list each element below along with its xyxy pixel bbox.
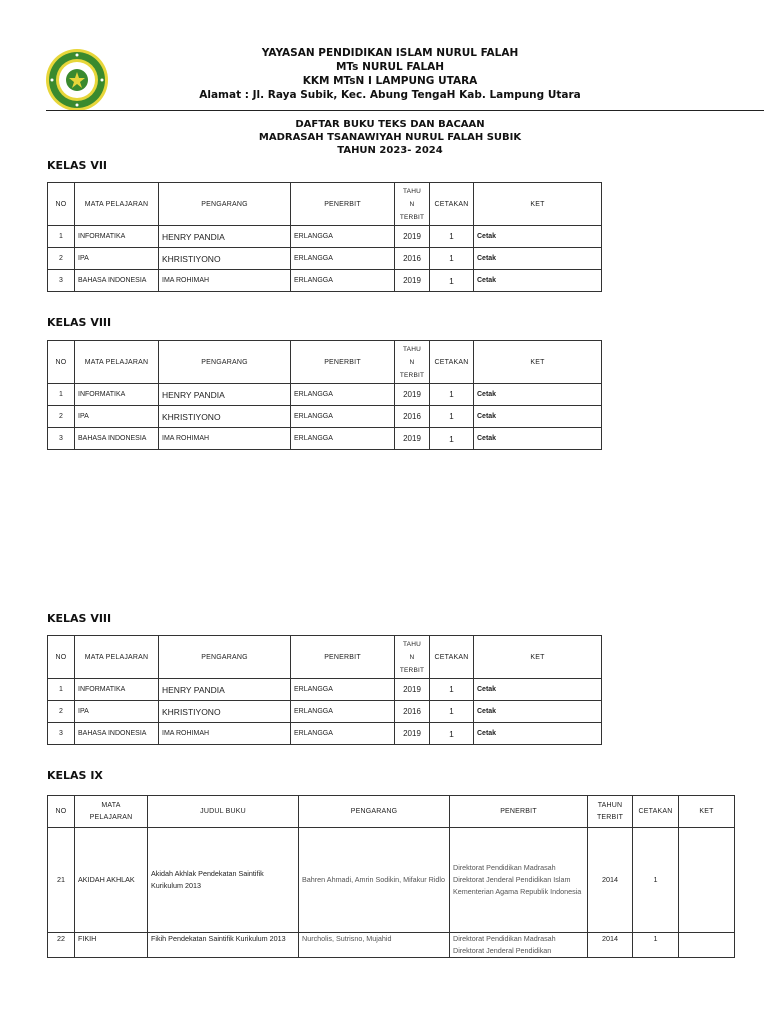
cell-pengarang: IMA ROHIMAH [159,428,291,450]
table-row [48,226,602,248]
cell-cetakan: 1 [430,679,474,701]
foundation-name: YAYASAN PENDIDIKAN ISLAM NURUL FALAH [261,47,519,59]
table-row [48,701,602,723]
cell-cetakan: 1 [633,933,679,958]
table-row [48,428,602,450]
cell-pengarang: KHRISTIYONO [159,248,291,270]
cell-no: 2 [48,248,75,270]
col-tahun: TAHU N TERBIT [395,636,430,679]
col-ket: KET [474,183,602,226]
cell-mapel: FIKIH [75,933,148,958]
cell-pengarang: HENRY PANDIA [159,384,291,406]
cell-cetakan: 1 [430,384,474,406]
cell-ket [679,828,735,933]
cell-penerbit: ERLANGGA [291,428,395,450]
cell-penerbit: ERLANGGA [291,406,395,428]
cell-no: 21 [48,828,75,933]
cell-ket: Cetak [474,270,602,292]
title-line-3: TAHUN 2023- 2024 [337,145,443,156]
col-mapel: MATA PELAJARAN [75,796,148,828]
cell-cetakan: 1 [430,428,474,450]
cell-no: 2 [48,406,75,428]
col-tahun: TAHU N TERBIT [395,183,430,226]
cell-no: 1 [48,679,75,701]
book-table [47,635,602,745]
section-label: KELAS VIII [47,612,112,625]
cell-penerbit: ERLANGGA [291,384,395,406]
school-logo [45,48,109,112]
col-no: NO [48,183,75,226]
cell-cetakan: 1 [430,270,474,292]
table-row [48,270,602,292]
title-line-2: MADRASAH TSANAWIYAH NURUL FALAH SUBIK [258,132,522,143]
cell-penerbit: ERLANGGA [291,248,395,270]
document-title [190,118,590,157]
cell-mapel: IPA [75,406,159,428]
cell-tahun: 2019 [395,723,430,745]
cell-tahun: 2019 [395,226,430,248]
book-table-kelas-ix [47,795,735,958]
cell-ket: Cetak [474,701,602,723]
col-cetakan: CETAKAN [430,183,474,226]
cell-tahun: 2019 [395,384,430,406]
cell-tahun: 2014 [588,828,633,933]
cell-ket [679,933,735,958]
col-cetakan: CETAKAN [430,636,474,679]
col-ket: KET [679,796,735,828]
title-line-1: DAFTAR BUKU TEKS DAN BACAAN [295,119,485,130]
cell-pengarang: Bahren Ahmadi, Amrin Sodikin, Mifakur Ridlo [299,828,450,933]
col-ket: KET [474,636,602,679]
cell-no: 22 [48,933,75,958]
col-penerbit: PENERBIT [450,796,588,828]
cell-mapel: INFORMATIKA [75,384,159,406]
cell-mapel: BAHASA INDONESIA [75,270,159,292]
col-ket: KET [474,341,602,384]
table-row [48,723,602,745]
table-row [48,248,602,270]
col-penerbit: PENERBIT [291,341,395,384]
cell-penerbit: ERLANGGA [291,723,395,745]
cell-cetakan: 1 [430,723,474,745]
table-header-row [48,341,602,384]
cell-ket: Cetak [474,679,602,701]
cell-tahun: 2019 [395,270,430,292]
cell-pengarang: IMA ROHIMAH [159,723,291,745]
col-pengarang: PENGARANG [159,341,291,384]
cell-no: 1 [48,384,75,406]
cell-pengarang: HENRY PANDIA [159,226,291,248]
col-pengarang: PENGARANG [159,636,291,679]
cell-no: 3 [48,723,75,745]
cell-cetakan: 1 [633,828,679,933]
cell-cetakan: 1 [430,406,474,428]
cell-tahun: 2016 [395,701,430,723]
cell-pengarang: HENRY PANDIA [159,679,291,701]
cell-ket: Cetak [474,406,602,428]
cell-judul: Fikih Pendekatan Saintifik Kurikulum 2013 [148,933,299,958]
cell-ket: Cetak [474,248,602,270]
cell-pengarang: KHRISTIYONO [159,406,291,428]
cell-no: 1 [48,226,75,248]
cell-penerbit: ERLANGGA [291,679,395,701]
cell-mapel: IPA [75,701,159,723]
col-penerbit: PENERBIT [291,183,395,226]
section-label: KELAS VIII [47,316,112,329]
cell-no: 2 [48,701,75,723]
cell-pengarang: Nurcholis, Sutrisno, Mujahid [299,933,450,958]
school-name: MTs NURUL FALAH [335,61,445,73]
cell-mapel: INFORMATIKA [75,226,159,248]
school-address: Alamat : Jl. Raya Subik, Kec. Abung TengaH Kab. Lampung Utara [199,89,581,101]
table-header-row [48,636,602,679]
cell-tahun: 2016 [395,406,430,428]
cell-mapel: BAHASA INDONESIA [75,428,159,450]
section-label: KELAS IX [47,769,103,782]
cell-cetakan: 1 [430,701,474,723]
cell-no: 3 [48,270,75,292]
col-no: NO [48,636,75,679]
cell-judul: Akidah Akhlak Pendekatan Saintifik Kurikulum 2013 [148,828,299,933]
cell-tahun: 2016 [395,248,430,270]
col-cetakan: CETAKAN [633,796,679,828]
cell-mapel: IPA [75,248,159,270]
col-pengarang: PENGARANG [159,183,291,226]
cell-penerbit: ERLANGGA [291,270,395,292]
kkm-name: KKM MTsN I LAMPUNG UTARA [302,75,478,87]
cell-tahun: 2014 [588,933,633,958]
cell-ket: Cetak [474,384,602,406]
col-mapel: MATA PELAJARAN [75,183,159,226]
col-tahun: TAHUN TERBIT [588,796,633,828]
header-divider [46,110,764,111]
table-row [48,406,602,428]
book-table [47,340,602,450]
col-no: NO [48,341,75,384]
cell-mapel: AKIDAH AKHLAK [75,828,148,933]
cell-cetakan: 1 [430,226,474,248]
cell-ket: Cetak [474,723,602,745]
book-table [47,182,602,292]
letterhead [130,46,650,102]
table-row [48,384,602,406]
cell-penerbit: ERLANGGA [291,226,395,248]
col-penerbit: PENERBIT [291,636,395,679]
cell-penerbit: Direktorat Pendidikan Madrasah Direktorat Jenderal Pendidikan Islam Kementerian Agama Republik Indonesia [450,828,588,933]
col-cetakan: CETAKAN [430,341,474,384]
cell-penerbit: ERLANGGA [291,701,395,723]
cell-tahun: 2019 [395,679,430,701]
col-judul: JUDUL BUKU [148,796,299,828]
cell-cetakan: 1 [430,248,474,270]
cell-ket: Cetak [474,226,602,248]
col-no: NO [48,796,75,828]
section-label: KELAS VII [47,159,108,172]
table-row [48,933,735,958]
cell-mapel: INFORMATIKA [75,679,159,701]
cell-mapel: BAHASA INDONESIA [75,723,159,745]
table-header-row [48,183,602,226]
cell-pengarang: IMA ROHIMAH [159,270,291,292]
col-mapel: MATA PELAJARAN [75,341,159,384]
cell-penerbit: Direktorat Pendidikan Madrasah Direktorat Jenderal Pendidikan [450,933,588,958]
school-seal-icon [45,48,109,112]
col-tahun: TAHU N TERBIT [395,341,430,384]
table-row [48,828,735,933]
cell-ket: Cetak [474,428,602,450]
cell-no: 3 [48,428,75,450]
table-header-row [48,796,735,828]
cell-pengarang: KHRISTIYONO [159,701,291,723]
table-row [48,679,602,701]
col-pengarang: PENGARANG [299,796,450,828]
col-mapel: MATA PELAJARAN [75,636,159,679]
cell-tahun: 2019 [395,428,430,450]
